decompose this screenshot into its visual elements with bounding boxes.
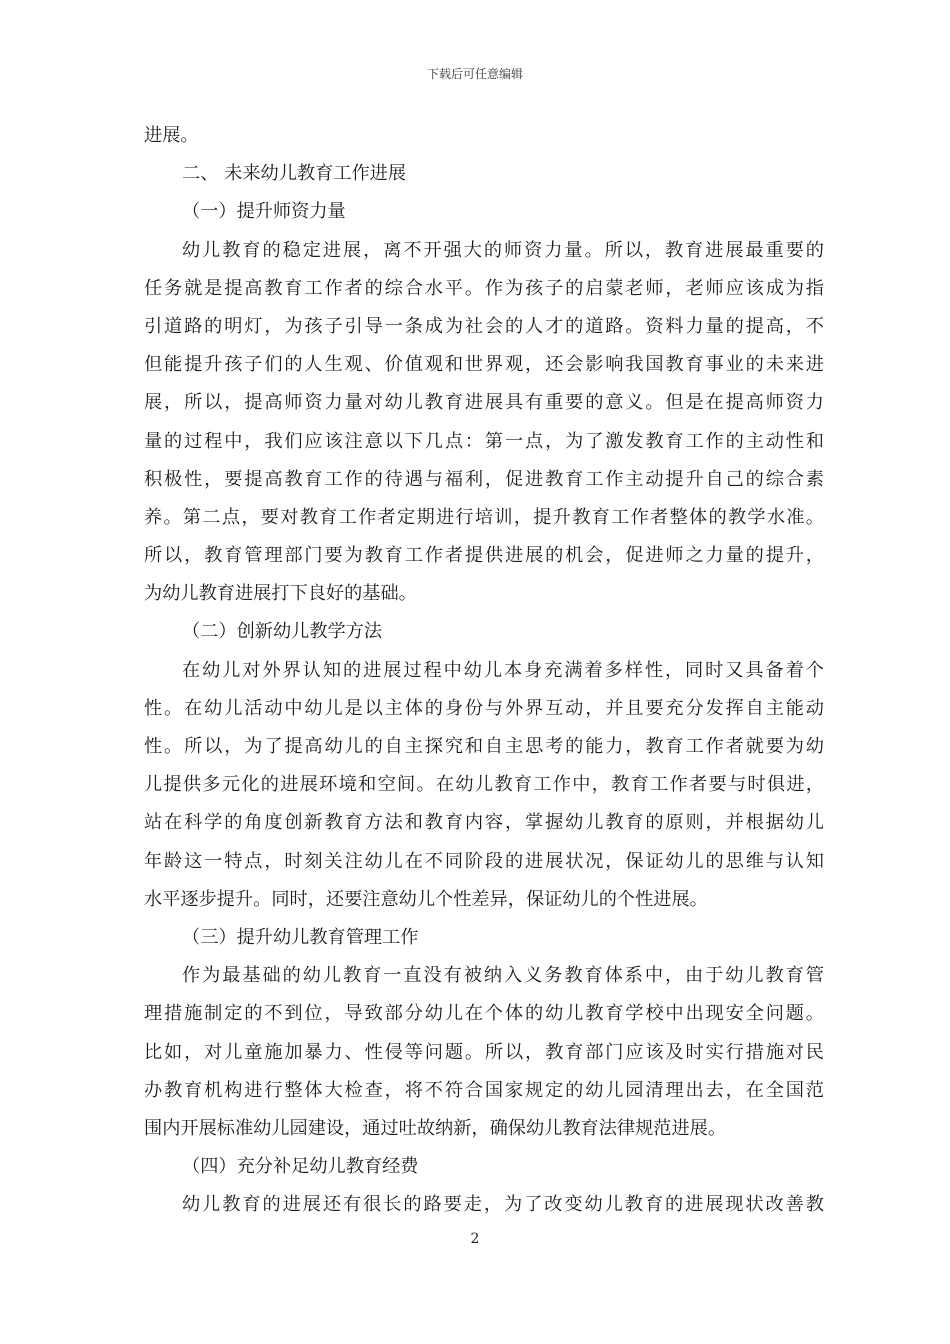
- subsection-heading: （四）充分补足幼儿教育经费: [182, 1156, 419, 1178]
- text-line: 为幼儿教育进展打下良好的基础。: [144, 583, 417, 605]
- text-line: 进展。: [144, 125, 199, 146]
- subsection-heading: （三）提升幼儿教育管理工作: [182, 926, 419, 948]
- text-line: 所以，教育管理部门要为教育工作者提供进展的机会，促进师之力量的提升，: [144, 545, 824, 567]
- text-line: 办教育机构进行整体大检查，将不符合国家规定的幼儿园清理出去，在全国范: [144, 1079, 824, 1101]
- text-line: 养。第二点，要对教育工作者定期进行培训，提升教育工作者整体的教学水准。: [144, 506, 824, 528]
- text-line: 展，所以，提高师资力量对幼儿教育进展具有重要的意义。但是在提高师资力: [144, 392, 824, 414]
- text-line: 儿提供多元化的进展环境和空间。在幼儿教育工作中，教育工作者要与时俱进，: [144, 774, 824, 796]
- paragraph-first-line: 在幼儿对外界认知的进展过程中幼儿本身充满着多样性，同时又具备着个: [182, 659, 824, 681]
- text-line: 量的过程中，我们应该注意以下几点：第一点，为了激发教育工作的主动性和: [144, 430, 824, 452]
- text-line: 引道路的明灯，为孩子引导一条成为社会的人才的道路。资料力量的提高，不: [144, 315, 824, 337]
- text-line: 站在科学的角度创新教育方法和教育内容，掌握幼儿教育的原则，并根据幼儿: [144, 812, 824, 834]
- text-line: 围内开展标准幼儿园建设，通过吐故纳新，确保幼儿教育法律规范进展。: [144, 1117, 727, 1139]
- text-line: 理措施制定的不到位，导致部分幼儿在个体的幼儿教育学校中出现安全问题。: [144, 1003, 824, 1025]
- text-line: 比如，对儿童施加暴力、性侵等问题。所以，教育部门应该及时实行措施对民: [144, 1041, 824, 1063]
- section-heading: 二、 未来幼儿教育工作进展: [182, 163, 407, 185]
- text-line: 性。在幼儿活动中幼儿是以主体的身份与外界互动，并且要充分发挥自主能动: [144, 697, 824, 719]
- text-line: 积极性，要提高教育工作的待遇与福利，促进教育工作主动提升自己的综合素: [144, 468, 824, 490]
- paragraph-first-line: 幼儿教育的进展还有很长的路要走，为了改变幼儿教育的进展现状改善教: [182, 1194, 824, 1216]
- text-line: 性。所以，为了提高幼儿的自主探究和自主思考的能力，教育工作者就要为幼: [144, 736, 824, 757]
- paragraph-first-line: 幼儿教育的稳定进展，离不开强大的师资力量。所以，教育进展最重要的: [182, 239, 824, 261]
- text-line: 水平逐步提升。同时，还要注意幼儿个性差异，保证幼儿的个性进展。: [144, 888, 708, 910]
- page-number: 2: [470, 1231, 480, 1247]
- text-line: 但能提升孩子们的人生观、价值观和世界观，还会影响我国教育事业的未来进: [144, 354, 824, 376]
- page-header-note: 下载后可任意编辑: [426, 67, 523, 81]
- subsection-heading: （一）提升师资力量: [182, 201, 346, 223]
- paragraph-first-line: 作为最基础的幼儿教育一直没有被纳入义务教育体系中，由于幼儿教育管: [182, 965, 824, 987]
- document-body: [144, 117, 824, 1224]
- text-line: 任务就是提高教育工作者的综合水平。作为孩子的启蒙老师，老师应该成为指: [144, 277, 824, 299]
- text-line: 年龄这一特点，时刻关注幼儿在不同阶段的进展状况，保证幼儿的思维与认知: [144, 850, 824, 872]
- subsection-heading: （二）创新幼儿教学方法: [182, 621, 383, 643]
